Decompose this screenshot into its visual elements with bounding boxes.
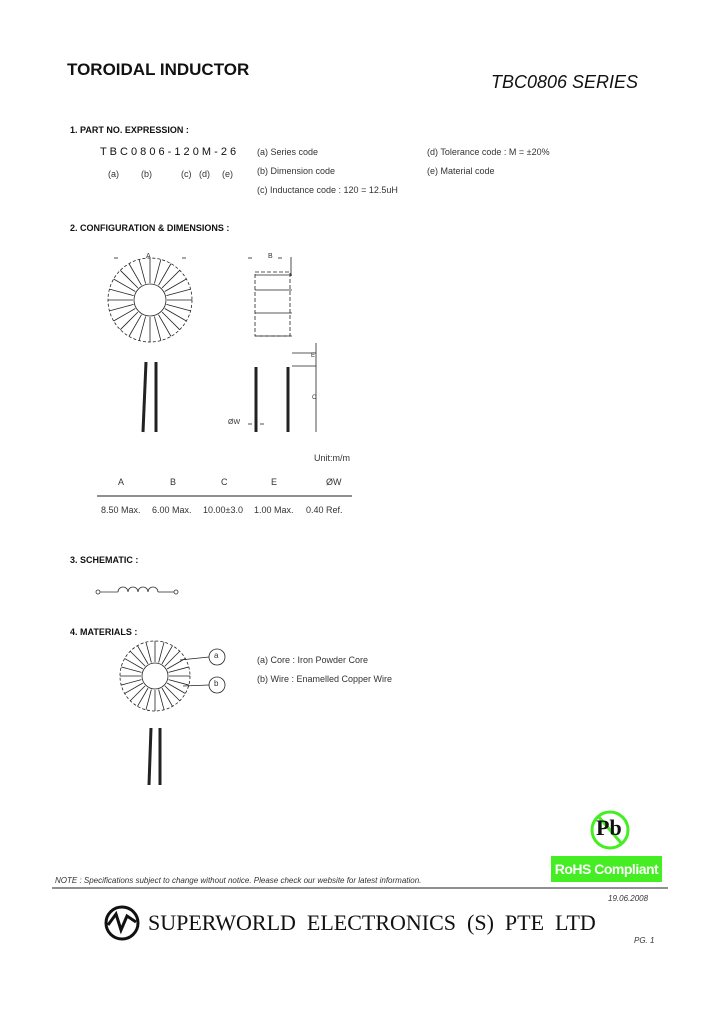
- part-label-b: (b): [141, 169, 152, 179]
- winding-turn: [109, 304, 133, 310]
- code-d: (d) Tolerance code : M = ±20%: [427, 147, 550, 157]
- part-number: T B C 0 8 0 6 - 1 2 0 M - 2 6: [100, 146, 237, 158]
- winding-turn: [165, 651, 180, 666]
- unit-label: Unit:m/m: [314, 453, 350, 463]
- table-header: E: [271, 477, 278, 487]
- winding-turn: [121, 680, 141, 685]
- winding-turn: [120, 270, 138, 288]
- winding-turn: [165, 309, 187, 322]
- winding-turn: [130, 686, 145, 701]
- winding-turn: [162, 312, 180, 330]
- section4-heading: 4. MATERIALS :: [70, 627, 138, 637]
- winding-turn: [169, 667, 189, 672]
- winding-turn: [130, 651, 145, 666]
- toroid-materials-view: [120, 641, 225, 785]
- winding-turn: [169, 680, 189, 685]
- toroid-top-view: [108, 258, 192, 432]
- winding-turn: [138, 646, 149, 664]
- part-label-a: (a): [108, 169, 119, 179]
- part-label-e: (e): [222, 169, 233, 179]
- code-b: (b) Dimension code: [257, 166, 336, 176]
- section2-heading: 2. CONFIGURATION & DIMENSIONS :: [70, 223, 230, 233]
- winding-turn: [146, 642, 151, 662]
- rohs-badge: RoHS Compliant: [551, 856, 662, 882]
- winding-turn: [114, 309, 136, 322]
- dim-label-w: ØW: [228, 419, 241, 426]
- winding-turn: [159, 264, 172, 286]
- winding-turn: [138, 688, 149, 706]
- material-wire: (b) Wire : Enamelled Copper Wire: [257, 674, 393, 684]
- winding-turn: [114, 279, 136, 292]
- winding-turn: [120, 312, 138, 330]
- code-e: (e) Material code: [427, 166, 495, 176]
- winding-turn: [129, 315, 142, 337]
- winding-turn: [121, 667, 141, 672]
- part-label-c: (c): [181, 169, 192, 179]
- winding-turn: [162, 270, 180, 288]
- winding-turn: [154, 316, 160, 340]
- section3-heading: 3. SCHEMATIC :: [70, 555, 139, 565]
- winding-turn: [166, 289, 190, 295]
- winding-turn: [165, 686, 180, 701]
- dim-label-e: E: [311, 353, 316, 359]
- winding-turn: [165, 279, 187, 292]
- winding-turn: [129, 264, 142, 286]
- company-name: SUPERWORLD ELECTRONICS (S) PTE LTD: [148, 910, 596, 935]
- winding-turn: [166, 304, 190, 310]
- winding-turn: [139, 316, 145, 340]
- table-cell: 1.00 Max.: [254, 505, 294, 515]
- winding-turn: [146, 690, 151, 710]
- code-a: (a) Series code: [257, 147, 319, 157]
- winding-turn: [167, 683, 185, 694]
- pb-symbol: Pb: [596, 815, 622, 840]
- callout-b: b: [214, 679, 219, 688]
- material-core: (a) Core : Iron Powder Core: [257, 655, 369, 665]
- winding-turn: [109, 289, 133, 295]
- winding-turn: [125, 659, 143, 670]
- table-header: C: [221, 477, 228, 487]
- table-cell: 10.00±3.0: [203, 505, 243, 515]
- date: 19.06.2008: [608, 894, 649, 903]
- dim-label-c: C: [312, 395, 317, 401]
- table-cell: 0.40 Ref.: [306, 505, 343, 515]
- winding-turn: [154, 259, 160, 283]
- winding-turn: [139, 259, 145, 283]
- table-header: ØW: [326, 477, 342, 487]
- dim-label-a: A: [146, 253, 151, 260]
- winding-turn: [162, 646, 173, 664]
- document-title: TOROIDAL INDUCTOR: [67, 60, 250, 79]
- schematic-inductor: [96, 587, 178, 594]
- section1-heading: 1. PART NO. EXPRESSION :: [70, 125, 189, 135]
- winding-turn: [162, 688, 173, 706]
- table-header: A: [118, 477, 125, 487]
- callout-a: a: [214, 651, 219, 660]
- toroid-side-view: [248, 257, 316, 432]
- code-c: (c) Inductance code : 120 = 12.5uH: [257, 185, 398, 195]
- dim-label-b: B: [268, 253, 273, 260]
- winding-turn: [159, 690, 164, 710]
- company-logo-icon: [106, 907, 138, 939]
- table-header: B: [170, 477, 177, 487]
- winding-turn: [125, 683, 143, 694]
- disclaimer-note: NOTE : Specifications subject to change without notice. Please check our website for latest information.: [55, 876, 422, 885]
- table-cell: 6.00 Max.: [152, 505, 192, 515]
- part-label-d: (d): [199, 169, 210, 179]
- winding-turn: [159, 315, 172, 337]
- series-title: TBC0806 SERIES: [491, 72, 639, 92]
- winding-turn: [159, 642, 164, 662]
- table-cell: 8.50 Max.: [101, 505, 141, 515]
- page-number: PG. 1: [634, 936, 655, 945]
